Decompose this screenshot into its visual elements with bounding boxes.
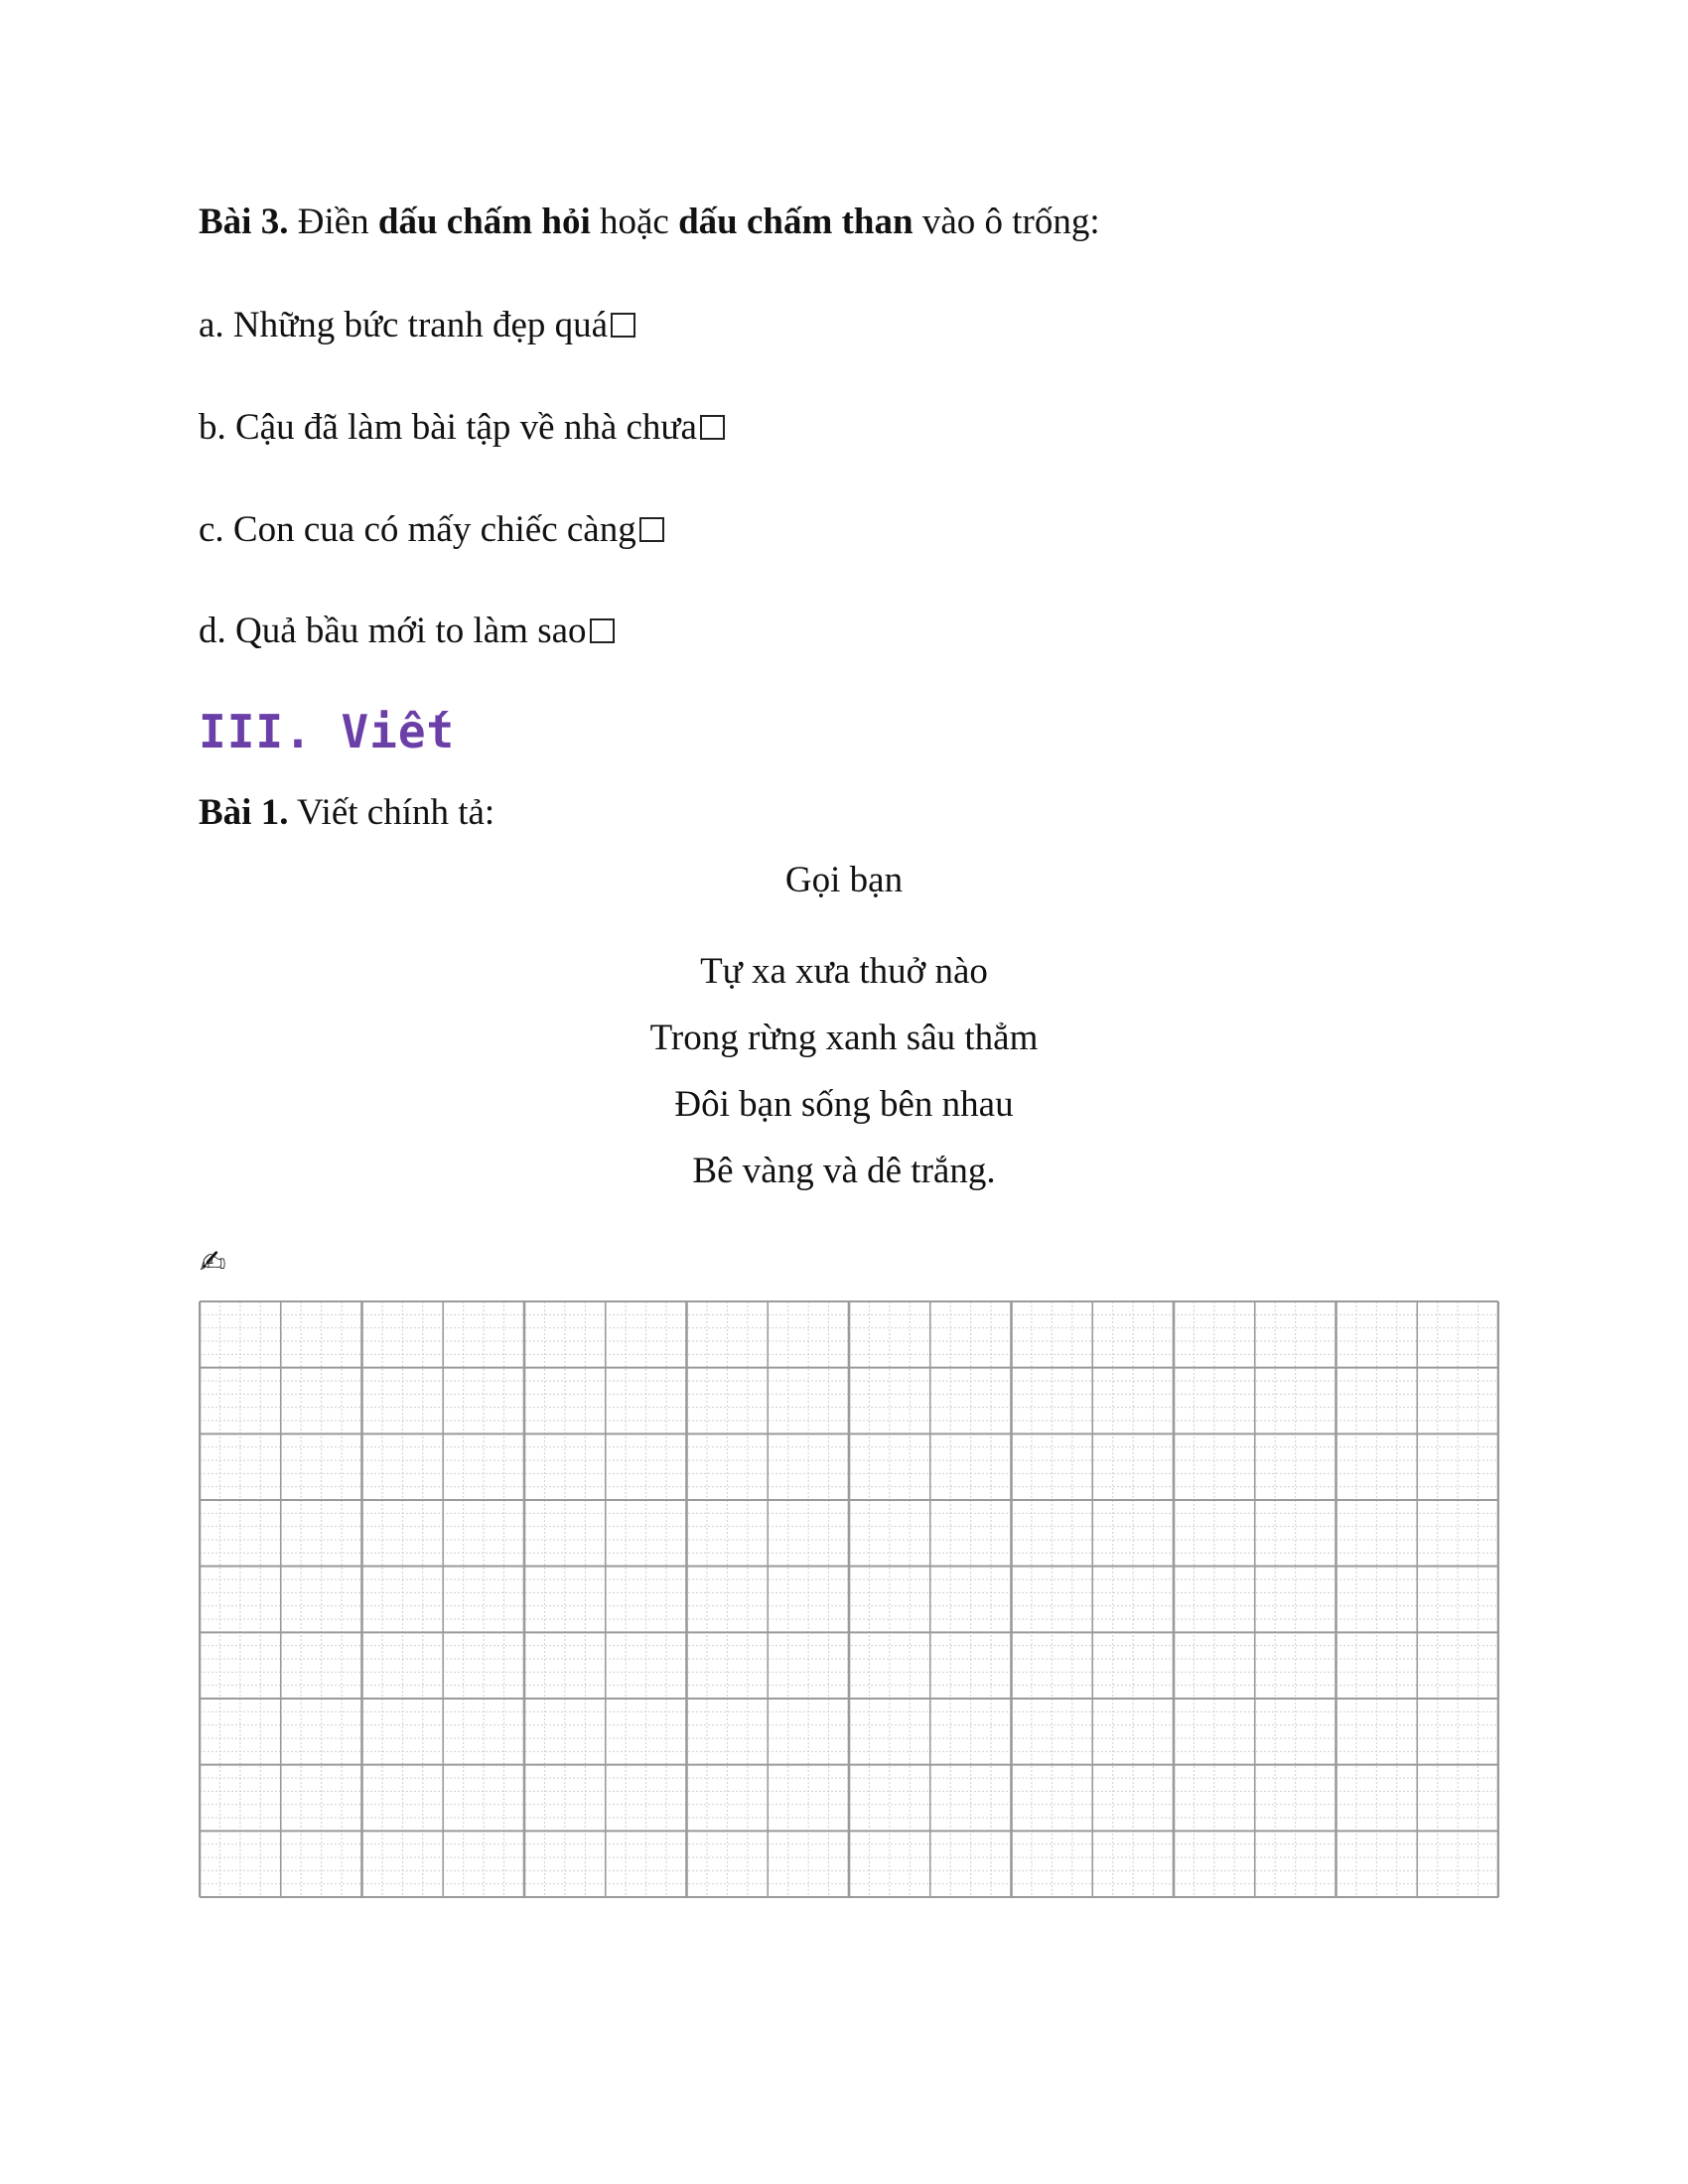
- exercise-3-item-b: [199, 409, 725, 446]
- poem-line: Đôi bạn sống bên nhau: [674, 1084, 1014, 1125]
- poem-line: Trong rừng xanh sâu thẳm: [649, 1018, 1039, 1058]
- exercise-3-item-a: [199, 307, 635, 343]
- answer-box[interactable]: [611, 313, 635, 338]
- instruction-text: hoặc: [590, 202, 679, 242]
- poem-line: Bê vàng và dê trắng.: [692, 1151, 996, 1191]
- section-heading: III. Viết: [199, 705, 456, 758]
- item-text: d. Quả bầu mới to làm sao: [199, 611, 587, 651]
- poem-line: Tự xa xưa thuở nào: [700, 951, 988, 992]
- answer-box[interactable]: [590, 618, 615, 643]
- item-text: c. Con cua có mấy chiếc càng: [199, 509, 636, 550]
- item-text: a. Những bức tranh đẹp quá: [199, 305, 609, 345]
- item-text: b. Cậu đã làm bài tập về nhà chưa: [199, 407, 697, 448]
- poem-title: Gọi bạn: [784, 860, 904, 900]
- instruction-text: vào ô trống:: [913, 202, 1100, 242]
- answer-box[interactable]: [700, 415, 725, 440]
- handwriting-grid[interactable]: [199, 1300, 1499, 1898]
- exercise-3-instruction: [199, 204, 1100, 240]
- exercise-1-instruction: [199, 794, 494, 831]
- instruction-text: Viết chính tả:: [288, 792, 495, 833]
- exercise-3-item-d: [199, 613, 615, 649]
- instruction-text: Điền: [288, 202, 378, 242]
- exercise-1-label: Bài 1.: [199, 792, 289, 833]
- exercise-3-item-c: [199, 511, 664, 548]
- writing-hand-icon: ✍: [200, 1243, 226, 1281]
- answer-box[interactable]: [639, 517, 664, 542]
- exclamation-mark-term: dấu chấm than: [678, 202, 914, 242]
- exercise-3-label: Bài 3.: [199, 202, 289, 242]
- question-mark-term: dấu chấm hỏi: [377, 202, 591, 242]
